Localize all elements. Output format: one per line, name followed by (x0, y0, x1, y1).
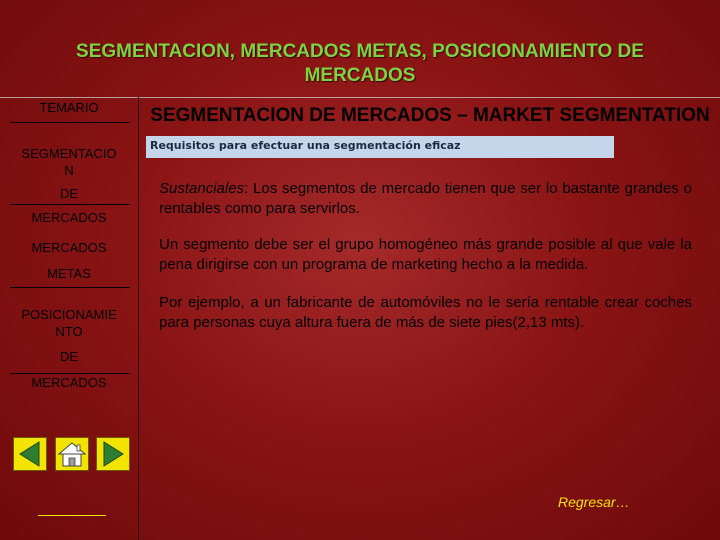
sidebar-heading: TEMARIO (39, 100, 99, 115)
sidebar-item-mercados-metas-line1[interactable]: MERCADOS (31, 240, 107, 255)
requirements-banner: Requisitos para efectuar una segmentación eficaz (146, 136, 614, 158)
home-button[interactable] (55, 437, 89, 471)
sidebar-item-mercados-metas-rule (10, 287, 130, 288)
previous-button[interactable] (13, 437, 47, 471)
sidebar-bottom-link[interactable] (38, 515, 106, 516)
sidebar-divider (138, 97, 139, 540)
sidebar-item-segmentacion-line2[interactable]: N (64, 163, 74, 178)
arrow-left-icon (14, 438, 46, 470)
paragraph-term: Sustanciales (159, 180, 245, 197)
slide-title: SEGMENTACION, MERCADOS METAS, POSICIONAMIENTO DE MERCADOS (76, 41, 644, 86)
paragraph-ejemplo: Por ejemplo, a un fabricante de automóviles no le sería rentable crear coches para personas cuya altura fuera de más de siete pies(2,13 mts). (159, 294, 692, 331)
sidebar-item-segmentacion-line3[interactable]: DE (59, 186, 79, 201)
sidebar-item-segmentacion-rule (10, 204, 130, 205)
sidebar-item-segmentacion-line4[interactable]: MERCADOS (31, 210, 107, 225)
paragraph-text: : Los segmentos de mercado tienen que ser lo bastante grandes o rentables como para servirlos. (159, 180, 692, 217)
sidebar-item-posicionamiento-line3[interactable]: DE (59, 349, 79, 364)
sidebar-item-posicionamiento-line1[interactable]: POSICIONAMIE (21, 307, 117, 322)
sidebar-item-mercados-metas-line2[interactable]: METAS (47, 266, 91, 281)
arrow-right-icon (97, 438, 129, 470)
sidebar-heading-rule (10, 122, 130, 123)
sidebar-item-segmentacion-line1[interactable]: SEGMENTACIO (21, 146, 117, 161)
paragraph-sustanciales (159, 179, 692, 219)
home-icon (56, 438, 88, 470)
sidebar-item-posicionamiento-line4[interactable]: MERCADOS (31, 375, 107, 390)
next-button[interactable] (96, 437, 130, 471)
back-link[interactable]: Regresar… (558, 494, 630, 510)
content-heading: SEGMENTACION DE MERCADOS – MARKET SEGMENTATION (150, 105, 710, 126)
sidebar-item-posicionamiento-line2[interactable]: NTO (55, 324, 83, 339)
paragraph-homogeneo: Un segmento debe ser el grupo homogéneo más grande posible al que vale la pena dirigirse con un programa de marketing hecho a la medida. (159, 236, 692, 273)
